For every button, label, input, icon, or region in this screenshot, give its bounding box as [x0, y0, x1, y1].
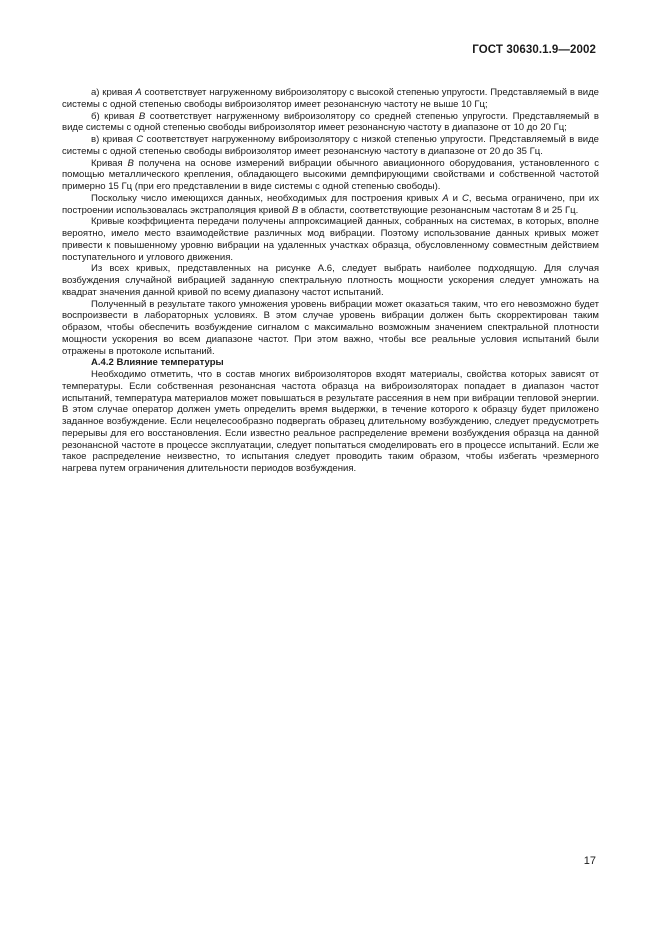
italic-symbol: B: [138, 110, 146, 122]
paragraph: [62, 299, 599, 358]
italic-symbol: C: [461, 192, 469, 204]
paragraph: [62, 263, 599, 298]
paragraph: [62, 216, 599, 263]
italic-symbol: B: [291, 204, 299, 216]
paragraph: [62, 111, 599, 135]
paragraph: [62, 193, 599, 217]
italic-symbol: B: [127, 157, 134, 169]
text-run: Из всех кривых, представленных на рисунке А.6, следует выбрать наиболее подходящую. Для случая возбуждения случайной вибрацией заданную спектральную плотность мощности ускорения следует умножать на квадрат значения данной кривой по всему диапазону частот испытаний.: [62, 263, 599, 298]
text-run: Полученный в результате такого умножения уровень вибрации может оказаться таким, что его невозможно будет воспроизвести в лабораторных условиях. В этом случае уровень вибрации должен быть скорректирован таким образом, чтобы обеспечить возбуждение сигналом с максимально возможным значением спектральной плотности мощности ускорения во всем диапазоне частот. При этом важно, чтобы все реальные условия испытаний были отражены в протоколе испытаний.: [62, 298, 599, 357]
text-run: и: [448, 192, 462, 204]
paragraph: [62, 369, 599, 475]
text-run: Кривая: [91, 157, 128, 169]
text-run: Поскольку число имеющихся данных, необходимых для построения кривых: [91, 192, 443, 204]
text-run: а) кривая: [91, 87, 136, 98]
standard-code-header: ГОСТ 30630.1.9—2002: [472, 44, 596, 56]
text-run: в) кривая: [91, 134, 137, 145]
text-run: соответствует нагруженному виброизолятору со средней степенью упругости. Представляемый в виде системы с одной степенью свободы виброизолятор имеет резонансную частоту в диапазоне от 10 до 20 Гц;: [62, 110, 599, 134]
italic-symbol: A: [135, 87, 142, 98]
paragraph: [62, 134, 599, 158]
text-run: соответствует нагруженному виброизолятору с низкой степенью упругости. Представляемый в виде системы с одной степенью свободы виброизолятор имеет резонансную частоту в диапазоне от 20 до 35 Гц.: [62, 134, 599, 157]
body-text: [62, 87, 599, 475]
text-run: А.4.2 Влияние температуры: [91, 357, 224, 369]
text-run: Кривые коэффициента передачи получены аппроксимацией данных, собранных на системах, в которых, вполне вероятно, имело место взаимодействие различных мод вибрации. Поэтому использование данных кривых может привести к повышенному уровню вибрации на удаленных участках образца, обусловленному совместным действием поступательного и углового движения.: [62, 216, 599, 263]
paragraph: [62, 87, 599, 111]
section-heading: [62, 357, 599, 369]
text-run: , весьма ограничено, при их построении использовалась экстраполяция кривой: [62, 192, 600, 216]
text-run: получена на основе измерений вибрации обычного авиационного оборудования, установленного с помощью металлического крепления, обладающего высокими демпфирующими свойствами и собственной частотой примерно 15 Гц (при его представлении в виде системы с одной степенью свободы).: [62, 157, 599, 192]
text-run: Необходимо отметить, что в состав многих виброизоляторов входят материалы, свойства которых зависят от температуры. Если собственная резонансная частота образца на виброизоляторах попадает в диапазон частот испытаний, температура материалов может повышаться в результате рассеяния в нем при вибрации тепловой энергии. В этом случае оператор должен уметь определить время выдержки, в течение которого к образцу будет приложено заданное возбуждение. Если нецелесообразно подвергать образец длительному возбуждению, следует предусмотреть перерывы для его восстановления. Если известно реальное распределение времени возбуждения образца на данной резонансной частоте в процессе эксплуатации, следует попытаться смоделировать его в процессе испытаний. Если же такое распределение неизвестно, то испытания следует проводить таким образом, чтобы избегать чрезмерного нагрева путем ограничения длительности периодов возбуждения.: [62, 369, 599, 474]
paragraph: [62, 158, 599, 193]
text-run: б) кривая: [91, 110, 139, 122]
page-number: 17: [583, 855, 596, 867]
italic-symbol: A: [442, 192, 449, 204]
text-run: в области, соответствующие резонансным частотам 8 и 25 Гц.: [298, 204, 579, 216]
text-run: соответствует нагруженному виброизолятору с высокой степенью упругости. Представляемый в виде системы с одной степенью свободы виброизолятор имеет резонансную частоту не выше 10 Гц;: [62, 87, 599, 110]
italic-symbol: C: [136, 134, 144, 145]
